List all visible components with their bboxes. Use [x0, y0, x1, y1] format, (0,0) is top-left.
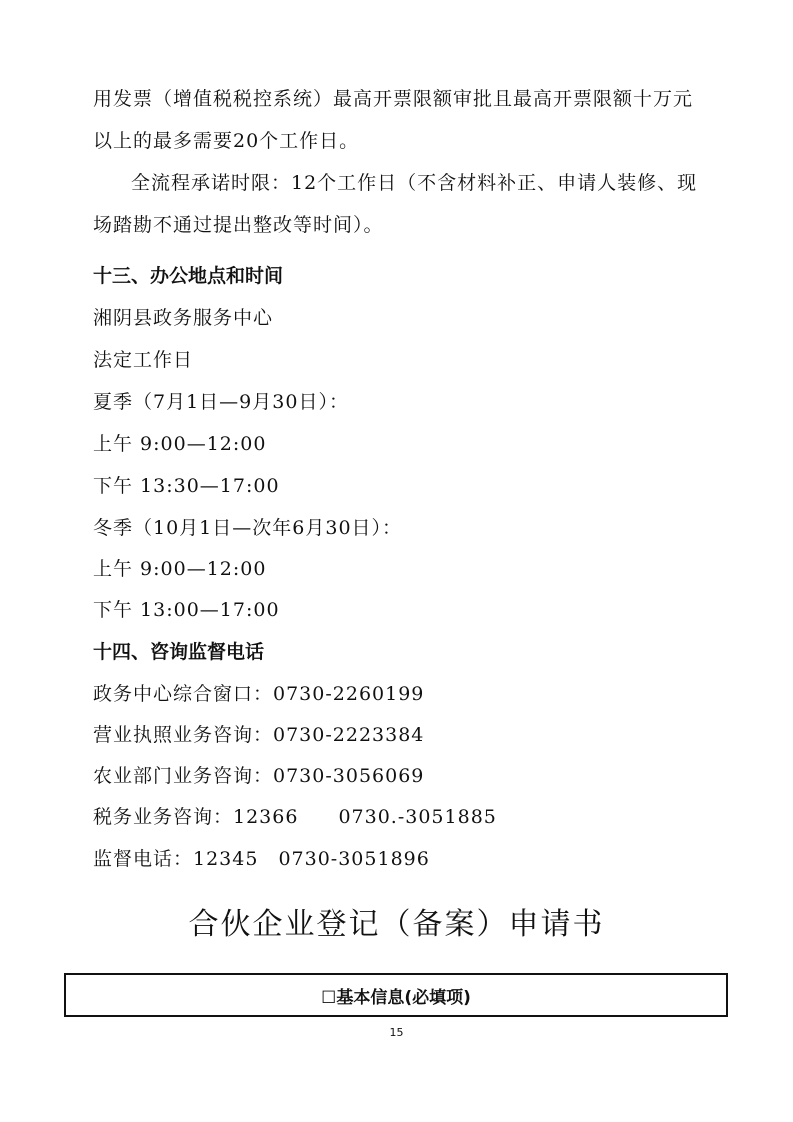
phone-line: 政务中心综合窗口：0730-2260199	[93, 683, 425, 705]
winter-afternoon-hours: 下午 13:00—17:00	[93, 599, 280, 621]
section-14-heading: 十四、咨询监督电话	[93, 641, 265, 663]
winter-morning-hours: 上午 9:00—12:00	[93, 558, 267, 580]
section-13-heading: 十三、办公地点和时间	[93, 265, 284, 287]
phone-line: 农业部门业务咨询：0730-3056069	[93, 765, 425, 787]
phone-line: 税务业务咨询：12366 0730.-3051885	[93, 806, 497, 828]
winter-label: 冬季（10月1日—次年6月30日）：	[93, 517, 403, 539]
paragraph-invoice-limit: 用发票（增值税税控系统）最高开票限额审批且最高开票限额十万元以上的最多需要20个工作日。	[93, 88, 694, 152]
form-title: 合伙企业登记（备案）申请书	[188, 907, 605, 942]
basic-info-box	[64, 973, 728, 1017]
office-location: 湘阴县政务服务中心	[93, 307, 274, 329]
workday-text: 法定工作日	[93, 349, 194, 371]
page-number: 15	[389, 1026, 404, 1039]
summer-morning-hours: 上午 9:00—12:00	[93, 433, 267, 455]
paragraph-commitment-time: 全流程承诺时限：12个工作日（不含材料补正、申请人装修、现场踏勘不通过提出整改等时间）。	[93, 172, 698, 236]
basic-info-label: ☐基本信息(必填项)	[321, 987, 471, 1008]
phone-line: 营业执照业务咨询：0730-2223384	[93, 724, 425, 746]
phone-line: 监督电话：12345 0730-3051896	[93, 848, 430, 870]
summer-label: 夏季（7月1日—9月30日）：	[93, 391, 349, 413]
summer-afternoon-hours: 下午 13:30—17:00	[93, 475, 280, 497]
